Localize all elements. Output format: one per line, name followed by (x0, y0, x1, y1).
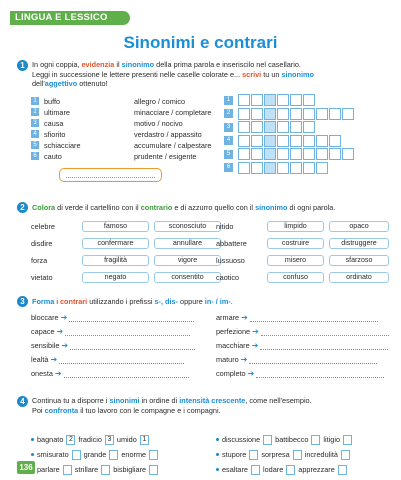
option-card[interactable]: costruire (267, 238, 324, 249)
option-card[interactable]: sconosciuto (154, 221, 221, 232)
synonym-word: bagnato (37, 435, 64, 444)
grid-cell[interactable] (264, 108, 276, 120)
word-pair-row (31, 118, 234, 128)
given-word: ultimare (44, 107, 70, 117)
grid-cell[interactable] (277, 108, 289, 120)
target-word: caotico (216, 273, 240, 282)
synonym-word: fradicio (78, 435, 102, 444)
word-pair-row (31, 96, 234, 106)
grid-cell[interactable] (277, 162, 289, 174)
grid-cell[interactable] (316, 135, 328, 147)
grid-cell[interactable] (264, 162, 276, 174)
grid-cell[interactable] (290, 135, 302, 147)
grid-cell[interactable] (303, 162, 315, 174)
grid-cell[interactable] (238, 94, 250, 106)
grid-row-number: 2 (224, 109, 233, 118)
given-word: cauto (44, 151, 62, 161)
base-word: onesta (31, 369, 53, 378)
base-word: perfezione (216, 327, 251, 336)
grid-row-number: 1 (224, 96, 233, 105)
choice-words[interactable]: prudente / esigente (134, 151, 197, 161)
fill-row (216, 311, 378, 322)
word-row (31, 221, 226, 232)
rank-box[interactable] (101, 465, 110, 475)
target-word: disdire (31, 239, 53, 248)
target-word: vietato (31, 273, 53, 282)
base-word: maturo (216, 355, 239, 364)
option-card[interactable]: confuso (267, 272, 324, 283)
row-number: 4 (31, 130, 39, 138)
option-card[interactable]: consentito (154, 272, 221, 283)
option-card[interactable]: fragilità (82, 255, 149, 266)
synonym-word: parlare (37, 465, 60, 474)
base-word: lealtà (31, 355, 49, 364)
grid-cell[interactable] (251, 162, 263, 174)
grid-cell[interactable] (251, 94, 263, 106)
grid-cell[interactable] (277, 94, 289, 106)
word-row (31, 255, 226, 266)
base-word: completo (216, 369, 246, 378)
base-word: macchiare (216, 341, 250, 350)
rank-box[interactable] (63, 465, 72, 475)
answer-box[interactable] (59, 168, 162, 182)
grid-cell[interactable] (329, 135, 341, 147)
page-number: 136 (17, 461, 35, 474)
grid-cell[interactable] (342, 148, 354, 160)
word-pair-row (31, 129, 234, 139)
word-row (216, 221, 394, 232)
target-word: nitido (216, 222, 234, 231)
rank-box[interactable] (343, 435, 352, 445)
grid-cell[interactable] (264, 135, 276, 147)
word-pair-row (31, 151, 234, 161)
answer-line[interactable] (64, 371, 189, 378)
base-word: capace (31, 327, 55, 336)
grid-row-number: 3 (224, 123, 233, 132)
given-word: sfiorito (44, 129, 66, 139)
grid-cell[interactable] (251, 121, 263, 133)
fill-row (31, 339, 195, 350)
rank-box[interactable] (149, 465, 158, 475)
arrow-icon: ➔ (240, 355, 248, 364)
grid-cell[interactable] (264, 94, 276, 106)
arrow-icon: ➔ (54, 369, 62, 378)
rank-box[interactable] (311, 435, 320, 445)
synonym-word: apprezzare (298, 465, 335, 474)
exercise-2-instructions: Colora di verde il cartellino con il contrario e di azzurro quello con il sinonimo di ogni parola. (32, 203, 336, 212)
exercise-1-number: 1 (17, 60, 28, 71)
rank-box[interactable] (293, 450, 302, 460)
grid-cell[interactable] (329, 148, 341, 160)
choice-words[interactable]: accumulare / calpestare (134, 140, 212, 150)
rank-box[interactable] (341, 450, 350, 460)
synonym-word: lodare (262, 465, 284, 474)
arrow-icon: ➔ (241, 313, 248, 322)
grid-cell[interactable] (264, 121, 276, 133)
grid-cell[interactable] (251, 108, 263, 120)
fill-row (216, 367, 384, 378)
word-pair-row (31, 140, 234, 150)
grid-cell[interactable] (251, 148, 263, 160)
grid-cell[interactable] (290, 148, 302, 160)
option-card[interactable]: negato (82, 272, 149, 283)
grid-cell[interactable] (264, 148, 276, 160)
synonym-word: incredulità (304, 450, 338, 459)
choice-words[interactable]: allegro / comico (134, 96, 186, 106)
answer-line[interactable] (65, 329, 190, 336)
rank-box[interactable]: 2 (66, 435, 75, 445)
bullet-icon (31, 438, 34, 441)
target-word: abbattere (216, 239, 247, 248)
option-card[interactable]: distruggere (329, 238, 389, 249)
answer-line[interactable] (256, 371, 384, 378)
grid-cell[interactable] (238, 148, 250, 160)
row-number: 6 (31, 152, 39, 160)
sequence-row (216, 449, 353, 460)
word-row (216, 255, 394, 266)
row-number: 5 (31, 141, 39, 149)
grid-cell[interactable] (238, 121, 250, 133)
choice-words[interactable]: minacciare / completare (134, 107, 212, 117)
bullet-icon (216, 438, 219, 441)
word-row (31, 272, 226, 283)
arrow-icon: ➔ (61, 341, 69, 350)
exercise-4-number: 4 (17, 396, 28, 407)
arrow-icon: ➔ (56, 327, 64, 336)
exercise-4-instructions: Continua tu a disporre i sinonimi in ordine di intensità crescente, come nell'esempio. Poi confronta il tuo lavoro con le compagne e i compagni. (32, 396, 312, 415)
grid-cell[interactable] (342, 108, 354, 120)
arrow-icon: ➔ (247, 369, 255, 378)
exercise-3-instructions: Forma i contrari utilizzando i prefissi s-, dis- oppure in- / im-. (32, 297, 233, 306)
given-word: causa (44, 118, 64, 128)
base-word: armare (216, 313, 240, 322)
word-row (216, 238, 394, 249)
word-row (31, 238, 226, 249)
sequence-row (216, 434, 355, 445)
synonym-word: battibecco (275, 435, 309, 444)
sequence-row (216, 464, 350, 475)
option-card[interactable]: famoso (82, 221, 149, 232)
answer-line[interactable] (261, 329, 389, 336)
grid-row-number: 5 (224, 150, 233, 159)
grid-row-number: 6 (224, 163, 233, 172)
sequence-row (31, 449, 161, 460)
grid-cell[interactable] (277, 135, 289, 147)
synonym-word: sorpresa (261, 450, 290, 459)
option-card[interactable]: confermare (82, 238, 149, 249)
sequence-row (31, 464, 161, 475)
choice-words[interactable]: motivo / nocivo (134, 118, 183, 128)
synonym-word: discussione (222, 435, 261, 444)
rank-box[interactable] (286, 465, 295, 475)
grid-cell[interactable] (238, 108, 250, 120)
fill-row (31, 353, 184, 364)
grid-cell[interactable] (316, 148, 328, 160)
bullet-icon (216, 453, 219, 456)
rank-box[interactable] (338, 465, 347, 475)
exercise-3-number: 3 (17, 296, 28, 307)
grid-cell[interactable] (316, 162, 328, 174)
rank-box[interactable]: 1 (140, 435, 149, 445)
grid-cell[interactable] (238, 162, 250, 174)
grid-cell[interactable] (303, 94, 315, 106)
rank-box[interactable] (149, 450, 158, 460)
grid-cell[interactable] (303, 135, 315, 147)
grid-cell[interactable] (290, 108, 302, 120)
rank-box[interactable] (251, 465, 260, 475)
rank-box[interactable] (249, 450, 258, 460)
target-word: lussuoso (216, 256, 245, 265)
synonym-word: strillare (74, 465, 99, 474)
fill-row (216, 339, 388, 350)
grid-cell[interactable] (277, 121, 289, 133)
base-word: bloccare (31, 313, 59, 322)
arrow-icon: ➔ (251, 341, 259, 350)
rank-box[interactable]: 3 (105, 435, 114, 445)
bullet-icon (31, 453, 34, 456)
option-card[interactable]: limpido (267, 221, 324, 232)
target-word: celebre (31, 222, 55, 231)
fill-row (216, 325, 389, 336)
synonym-word: litigio (323, 435, 341, 444)
choice-words[interactable]: verdastro / appassito (134, 129, 202, 139)
word-row (216, 272, 394, 283)
option-card[interactable]: misero (267, 255, 324, 266)
answer-line[interactable] (250, 315, 378, 322)
grid-row-number: 4 (224, 136, 233, 145)
answer-line[interactable] (260, 343, 388, 350)
given-word: schiacciare (44, 140, 81, 150)
grid-cell[interactable] (303, 148, 315, 160)
sequence-row (31, 434, 152, 445)
synonym-word: esaltare (222, 465, 248, 474)
fill-row (216, 353, 377, 364)
given-word: buffo (44, 96, 61, 106)
synonym-word: smisurato (37, 450, 69, 459)
fill-row (31, 311, 194, 322)
base-word: sensibile (31, 341, 60, 350)
grid-cell[interactable] (238, 135, 250, 147)
grid-cell[interactable] (316, 108, 328, 120)
option-card[interactable]: vigore (154, 255, 221, 266)
synonym-word: enorme (121, 450, 147, 459)
section-tag: LINGUA E LESSICO (10, 11, 130, 25)
arrow-icon: ➔ (252, 327, 259, 336)
rank-box[interactable] (72, 450, 81, 460)
synonym-word: stupore (222, 450, 247, 459)
row-number: 1 (31, 97, 39, 105)
rank-box[interactable] (109, 450, 118, 460)
fill-row (31, 367, 189, 378)
grid-cell[interactable] (290, 121, 302, 133)
row-number: 3 (31, 119, 39, 127)
option-card[interactable]: opaco (329, 221, 389, 232)
grid-cell[interactable] (290, 94, 302, 106)
grid-cell[interactable] (303, 121, 315, 133)
answer-line[interactable] (70, 343, 195, 350)
answer-line[interactable] (249, 357, 377, 364)
synonym-word: grande (83, 450, 107, 459)
arrow-icon: ➔ (60, 313, 68, 322)
answer-line[interactable] (59, 357, 184, 364)
exercise-2-number: 2 (17, 202, 28, 213)
bullet-icon (216, 468, 219, 471)
grid-cell[interactable] (277, 148, 289, 160)
rank-box[interactable] (263, 435, 272, 445)
word-pair-row (31, 107, 234, 117)
answer-line[interactable] (69, 315, 194, 322)
grid-cell[interactable] (251, 135, 263, 147)
grid-cell[interactable] (290, 162, 302, 174)
row-number: 2 (31, 108, 39, 116)
option-card[interactable]: ordinato (329, 272, 389, 283)
exercise-1-instructions: In ogni coppia, evidenzia il sinonimo della prima parola e inseriscilo nel casellario. Leggi in successione le lettere presenti nelle caselle colorate e... scrivi tu un sinonimo dell'aggettivo ottenuto! (32, 60, 314, 89)
grid-cell[interactable] (329, 108, 341, 120)
option-card[interactable]: annullare (154, 238, 221, 249)
arrow-icon: ➔ (50, 355, 58, 364)
synonym-word: umido (116, 435, 137, 444)
page-title: Sinonimi e contrari (123, 33, 278, 52)
option-card[interactable]: sfarzoso (329, 255, 389, 266)
grid-cell[interactable] (303, 108, 315, 120)
synonym-word: bisbigliare (113, 465, 147, 474)
fill-row (31, 325, 190, 336)
target-word: forza (31, 256, 48, 265)
